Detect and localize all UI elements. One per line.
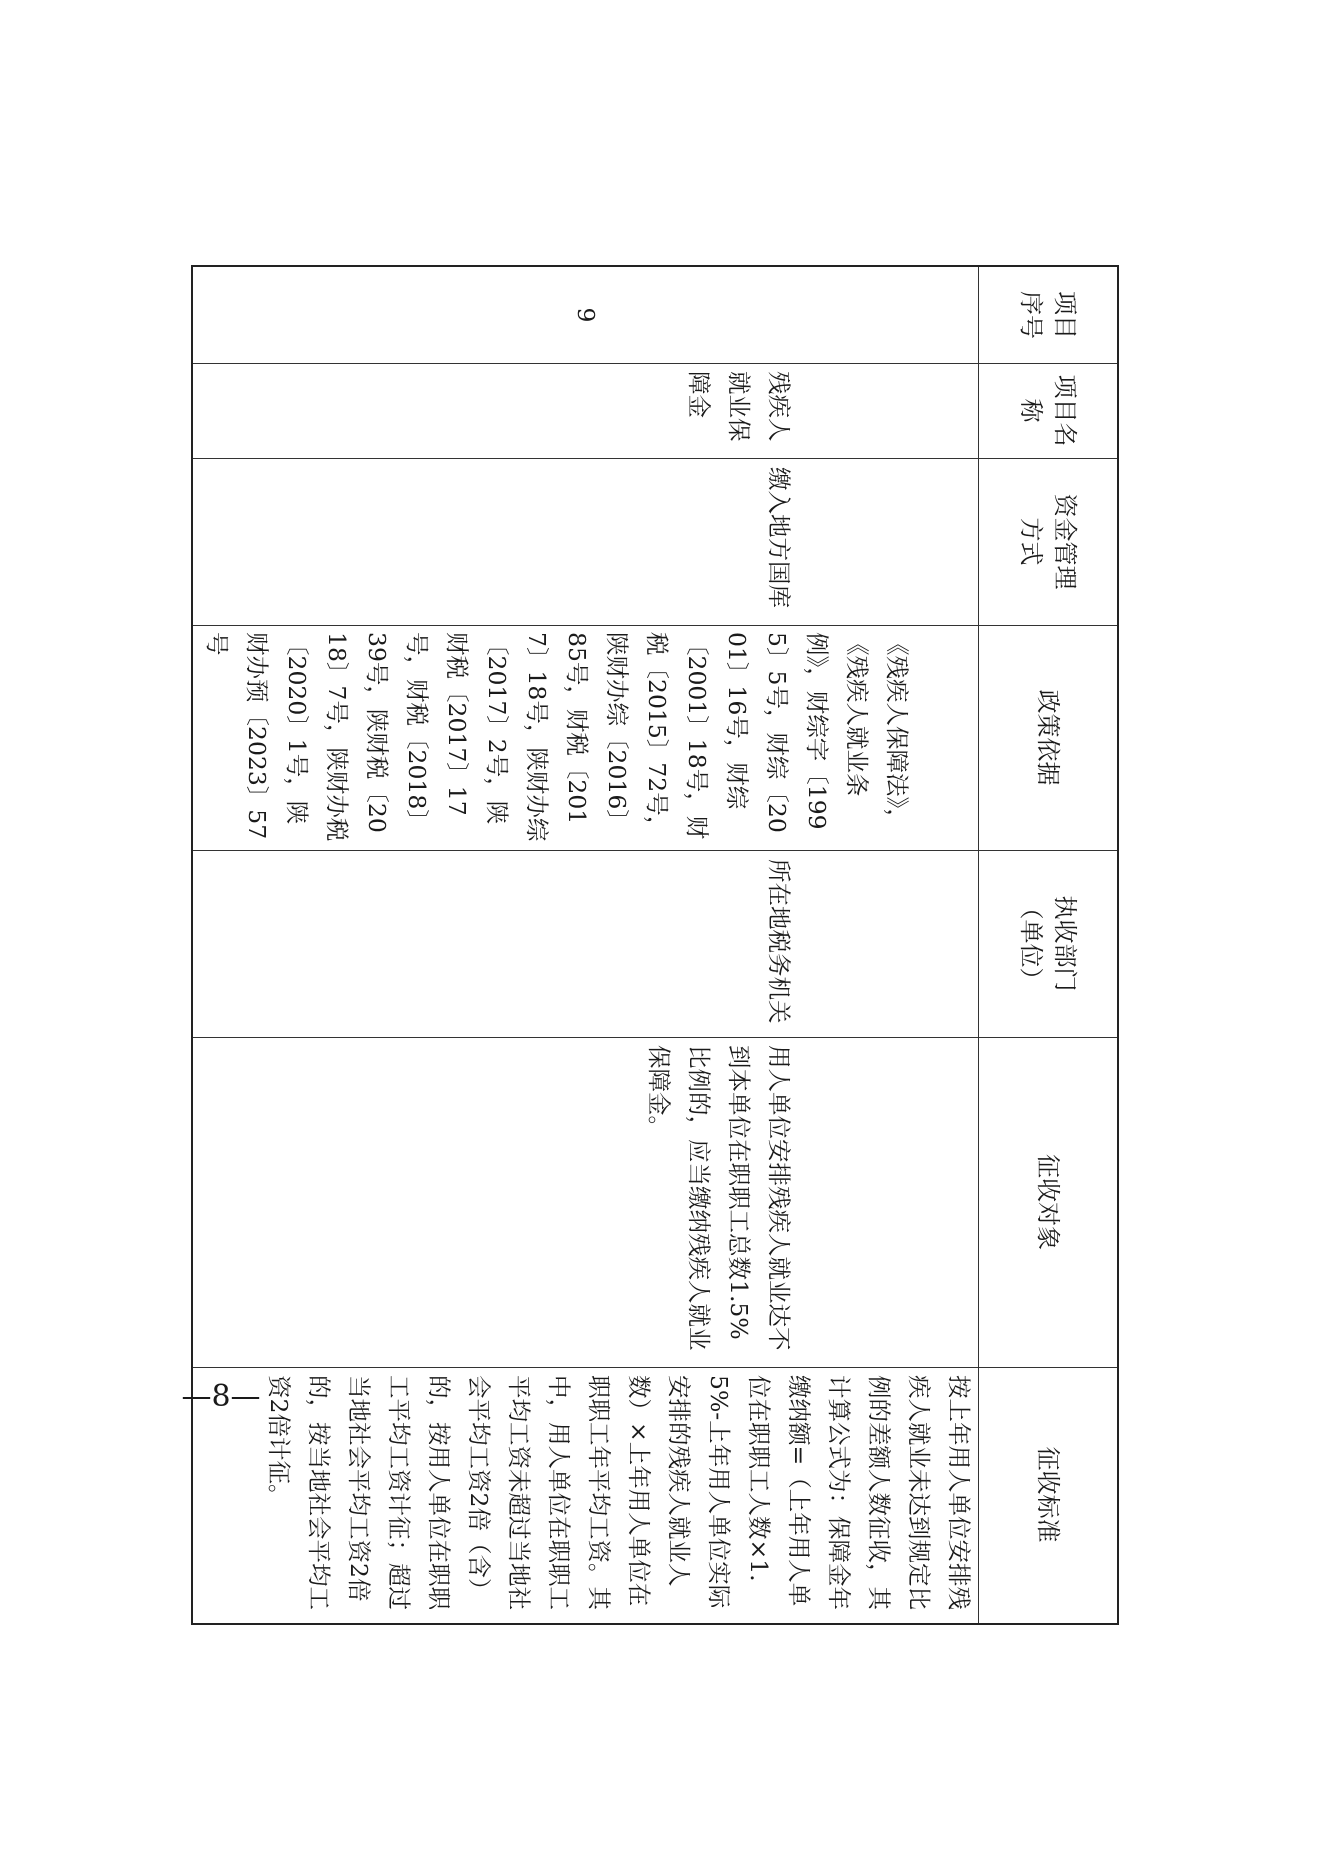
cell-seq bbox=[193, 267, 979, 363]
header-standard bbox=[979, 1367, 1117, 1622]
cell-name bbox=[679, 371, 799, 453]
cell-seq-text: 9 bbox=[572, 307, 600, 323]
header-basis bbox=[979, 625, 1117, 850]
cell-basis-text: 《残疾人保障法》，《残疾人就业条例》，财综字〔1995〕5号，财综〔2001〕16号，财综〔2001〕18号，财税〔2015〕72号，陕财办综〔2016〕85号，财税〔2017〕18号，陕财办综〔2017〕2号，陕财税〔2017〕17号，财税〔2018〕39号，陕财税〔2018〕7号，陕财办税〔2020〕1号，陕财办预〔2023〕57号 bbox=[203, 632, 911, 842]
header-spacer bbox=[979, 1622, 1117, 1623]
page-number: —8— bbox=[181, 1379, 261, 1414]
header-basis-text: 政策依据 bbox=[1034, 689, 1062, 786]
cell-dept-text: 所在地税务机关 bbox=[765, 859, 793, 1024]
header-name-text: 项目名称 bbox=[1017, 374, 1079, 447]
header-seq bbox=[979, 267, 1117, 363]
cell-dept bbox=[759, 859, 799, 1029]
header-object bbox=[979, 1037, 1117, 1367]
header-standard-text: 征收标准 bbox=[1034, 1446, 1062, 1543]
cell-object bbox=[639, 1045, 799, 1363]
header-dept-text: 执收部门（单位） bbox=[1017, 895, 1079, 992]
header-mgmt bbox=[979, 458, 1117, 625]
header-object-text: 征收对象 bbox=[1034, 1154, 1062, 1250]
cell-mgmt-text: 缴入地方国库 bbox=[765, 467, 793, 608]
spacer bbox=[155, 1358, 156, 1359]
cell-basis bbox=[197, 632, 917, 844]
cell-mgmt bbox=[759, 467, 799, 617]
cell-standard-text: 按上年用人单位安排残疾人就业未达到规定比例的差额人数征收，其计算公式为：保障金年缴纳额=（上年用人单位在职职工人数×1.5%-上年用人单位实际安排的残疾人就业人数）×上年用人单位在职职工年平均工资。其中，用人单位在职职工平均工资未超过当地社会平均工资2倍（含）的，按用人单位在职职工平均工资计征；超过当地社会平均工资2倍的，按当地社会平均工资2倍计征。 bbox=[265, 1375, 973, 1610]
header-dept bbox=[979, 850, 1117, 1037]
header-name bbox=[979, 363, 1117, 458]
cell-standard bbox=[259, 1375, 979, 1615]
header-seq-text: 项目序号 bbox=[1017, 291, 1079, 339]
cell-name-text: 残疾人就业保障金 bbox=[685, 371, 793, 442]
cell-object-text: 用人单位安排残疾人就业达不到本单位在职职工总数1.5%比例的，应当缴纳残疾人就业保障金。 bbox=[645, 1045, 793, 1351]
header-mgmt-text: 资金管理方式 bbox=[1017, 493, 1079, 590]
fee-table bbox=[191, 265, 1119, 1625]
